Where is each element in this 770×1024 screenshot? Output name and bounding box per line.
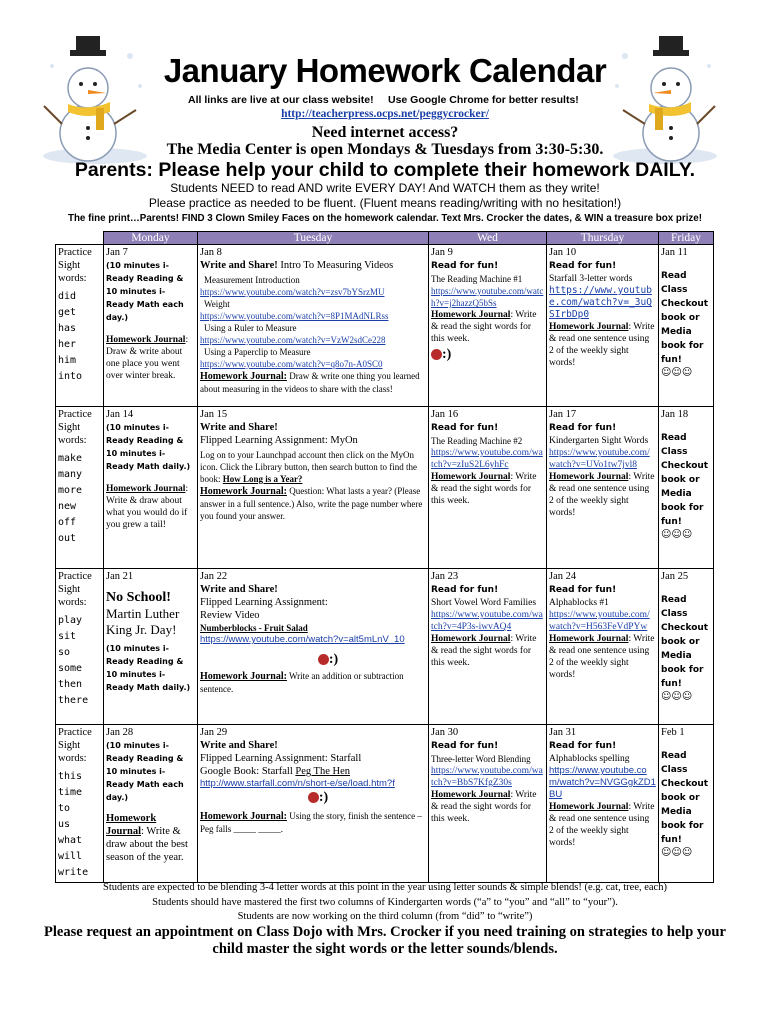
video-link[interactable]: https://www.youtube.com/watch?v=NVGGgkZD1BU [549, 765, 656, 800]
date: Jan 15 [200, 409, 228, 420]
date: Jan 31 [549, 727, 577, 738]
practice-label: Practice Sight words: [58, 571, 92, 608]
sight-word: him [58, 355, 77, 366]
iready-note: (10 minutes i- Ready Reading & 10 minutes i- Ready Math daily.) [106, 423, 191, 471]
read-for-fun: Read for fun! [549, 585, 617, 595]
video-link[interactable]: https://www.youtube.com/watch?v=zIuS2L6yhFc [431, 448, 543, 470]
date: Jan 10 [549, 247, 577, 258]
chrome-note: Use Google Chrome for better results! [388, 94, 579, 106]
flipped-assignment: Flipped Learning Assignment: [200, 597, 328, 608]
sight-word: then [58, 679, 83, 690]
date: Jan 14 [106, 409, 134, 420]
journal-label: Homework Journal [549, 322, 629, 332]
parents-banner: Parents: Please help your child to complete their homework DAILY. [74, 159, 696, 181]
week-row [56, 407, 714, 569]
friday-reading-note: Read Class Checkout book or Media book for fun! [661, 433, 709, 527]
date: Jan 11 [661, 247, 688, 258]
tuesday-cell [198, 725, 429, 883]
sight-word: time [58, 787, 83, 798]
video-title: Three-letter Word Blending [431, 754, 531, 764]
sight-word: play [58, 615, 83, 626]
clown-face-icon [431, 349, 442, 360]
write-share-heading: Write and Share! [200, 740, 278, 751]
links-live-note: All links are live at our class website! [188, 94, 374, 106]
friday-reading-note: Read Class Checkout book or Media book for fun! [661, 751, 709, 845]
video-title: Kindergarten Sight Words [549, 436, 649, 446]
friday-reading-note: Read Class Checkout book or Media book for fun! [661, 595, 709, 689]
video-title: The Reading Machine #2 [431, 436, 523, 446]
sight-word: has [58, 323, 77, 334]
sight-word: what [58, 835, 83, 846]
day-header-friday: Friday [659, 232, 714, 245]
blending-expectation: Students are expected to be blending 3-4 letter words at this point in the year using letter sounds & simple blends! (e.g. cat, tree, each) [103, 882, 667, 893]
journal-label: Homework Journal [106, 335, 186, 345]
thursday-cell [547, 407, 659, 569]
video-title: Starfall 3-letter words [549, 274, 633, 284]
sight-word: more [58, 485, 83, 496]
journal-text: : Write & read one sentence using 2 of the weekly sight words! [549, 472, 655, 518]
date: Jan 29 [200, 727, 228, 738]
date: Jan 16 [431, 409, 459, 420]
sight-word: many [58, 469, 83, 480]
video-link[interactable]: https://www.youtube.com/watch?v=BbS7KfgZ30s [431, 766, 543, 788]
journal-text: : Draw & write about one place you went over winter break. [106, 335, 189, 381]
journal-label: Homework Journal: [200, 811, 287, 822]
sight-word: us [58, 819, 71, 830]
media-center-hours: The Media Center is open Mondays & Tuesdays from 3:30-5:30. [166, 141, 604, 158]
week-row [56, 245, 714, 407]
journal-label: Homework Journal [106, 484, 186, 494]
video-link[interactable]: https://www.youtube.com/watch?v=H563FeVdPYw [549, 610, 650, 632]
day-header-thursday: Thursday [547, 232, 659, 245]
date: Jan 18 [661, 409, 689, 420]
sight-word: into [58, 371, 83, 382]
journal-label: Homework Journal [431, 790, 511, 800]
video-link[interactable]: https://www.youtube.com/watch?v=zsv7bYSrzMU [200, 287, 385, 297]
thursday-cell [547, 725, 659, 883]
video-label: Using a Ruler to Measure [204, 323, 297, 333]
journal-text: : Write & read the sight words for this week. [431, 472, 537, 506]
sight-word: off [58, 517, 77, 528]
monday-cell [104, 407, 198, 569]
sight-word: her [58, 339, 77, 350]
video-link[interactable]: https://www.youtube.com/watch?v=q8o7n-A0SC0 [200, 359, 383, 369]
journal-text: : Write & read one sentence using 2 of the weekly sight words! [549, 802, 655, 848]
day-header-monday: Monday [104, 232, 198, 245]
sight-word: some [58, 663, 83, 674]
wed-cell [429, 245, 547, 407]
sight-word: there [58, 695, 89, 706]
smiley-faces-icon: ☺☺☺ [661, 367, 693, 378]
date: Jan 23 [431, 571, 459, 582]
sight-word: to [58, 803, 71, 814]
video-link[interactable]: https://www.youtube.com/watch?v=_3uQSIrbDp0 [549, 285, 652, 320]
date: Feb 1 [661, 727, 685, 738]
journal-text: : Write & read one sentence using 2 of the weekly sight words! [549, 322, 655, 368]
journal-label: Homework Journal [549, 472, 629, 482]
journal-label: Homework Journal [549, 802, 629, 812]
video-title: Alphablocks #1 [549, 598, 609, 608]
read-for-fun: Read for fun! [549, 741, 617, 751]
clown-smiley: :) [431, 349, 544, 361]
video-link[interactable]: https://www.youtube.com/watch?v=4P3s-iwvAQ4 [431, 610, 543, 632]
journal-label: Homework Journal [549, 634, 629, 644]
numberblocks-title: Numberblocks - Fruit Salad [200, 623, 308, 633]
homework-calendar-table [55, 231, 714, 883]
date: Jan 17 [549, 409, 577, 420]
journal-label: Homework Journal [431, 310, 511, 320]
iready-note: (10 minutes i- Ready Reading & 10 minutes i- Ready Math each day.) [106, 261, 184, 322]
iready-note: (10 minutes i- Ready Reading & 10 minutes i- Ready Math each day.) [106, 741, 184, 802]
sight-word: will [58, 851, 83, 862]
journal-label: Homework Journal [106, 813, 157, 837]
read-for-fun: Read for fun! [431, 261, 499, 271]
tuesday-cell [198, 569, 429, 725]
day-header-wed: Wed [429, 232, 547, 245]
sight-words-cell [56, 245, 104, 407]
video-link[interactable]: https://www.youtube.com/watch?v=alt5mLnV_10 [200, 634, 405, 645]
thursday-cell [547, 245, 659, 407]
friday-cell [659, 569, 714, 725]
sight-word: get [58, 307, 77, 318]
read-for-fun: Read for fun! [549, 423, 617, 433]
holiday-label: Martin Luther King Jr. Day! [106, 606, 180, 637]
sight-word: so [58, 647, 71, 658]
write-share-heading: Write and Share! [200, 584, 278, 595]
practice-label: Practice Sight words: [58, 409, 92, 446]
practice-label: Practice Sight words: [58, 727, 92, 764]
page-title: January Homework Calendar [163, 52, 607, 89]
monday-cell [104, 245, 198, 407]
journal-text: Draw & write one thing you learned about measuring in the videos to share with the class! [200, 371, 420, 394]
video-link[interactable]: https://www.youtube.com/watch?v=j2hazzQ5bSs [431, 286, 544, 308]
sight-word: this [58, 771, 83, 782]
journal-text: Using the story, finish the sentence – Peg falls _____ _____. [200, 811, 422, 834]
smiley-faces-icon: ☺☺☺ [661, 691, 693, 702]
tuesday-cell [198, 407, 429, 569]
video-label: Measurement Introduction [204, 275, 300, 285]
sight-word: did [58, 291, 77, 302]
journal-text: : Write & draw about what you would do if you grew a tail! [106, 484, 189, 530]
read-for-fun: Read for fun! [549, 261, 617, 271]
date: Jan 28 [106, 727, 134, 738]
clown-smiley: :) [210, 792, 426, 804]
date: Jan 22 [200, 571, 228, 582]
sight-word: sit [58, 631, 77, 642]
third-column-note: Students are now working on the third column (from “did” to “write”) [237, 911, 533, 922]
sight-word: new [58, 501, 77, 512]
clown-smiley: :) [230, 654, 426, 666]
video-link[interactable]: https://www.youtube.com/watch?v=VzW2sdCe228 [200, 335, 386, 345]
video-title: Short Vowel Word Families [431, 598, 537, 608]
book-title: How Long is a Year? [222, 474, 303, 484]
monday-cell [104, 569, 198, 725]
tuesday-cell [198, 245, 429, 407]
friday-cell [659, 245, 714, 407]
video-title: Alphablocks spelling [549, 754, 630, 764]
journal-text: : Write & read one sentence using 2 of the weekly sight words! [549, 634, 655, 680]
book-title: Peg The Hen [295, 766, 351, 777]
clown-face-icon [308, 792, 319, 803]
flipped-assignment: Flipped Learning Assignment: MyOn [200, 435, 358, 446]
video-link[interactable]: https://www.youtube.com/watch?v=UVo1tw7jvl8 [549, 448, 650, 470]
thursday-cell [547, 569, 659, 725]
wed-cell [429, 407, 547, 569]
journal-label: Homework Journal: [200, 371, 287, 382]
video-title: The Reading Machine #1 [431, 274, 523, 284]
sight-word: make [58, 453, 83, 464]
read-for-fun: Read for fun! [431, 741, 499, 751]
friday-cell [659, 407, 714, 569]
smiley-faces-icon: ☺☺☺ [661, 529, 693, 540]
date: Jan 8 [200, 247, 222, 258]
fluency-note: Please practice as needed to be fluent. (Fluent means reading/writing with no hesitation!) [148, 196, 622, 210]
day-header-row [56, 232, 714, 245]
sight-words-cell [56, 407, 104, 569]
internet-heading: Need internet access? [311, 124, 459, 141]
heading-rest: Intro To Measuring Videos [277, 260, 394, 271]
date: Jan 30 [431, 727, 459, 738]
monday-cell [104, 725, 198, 883]
video-link[interactable]: https://www.youtube.com/watch?v=8P1MAdNLRss [200, 311, 389, 321]
journal-text: Question: What lasts a year? (Please answer in a full sentence.) Also, write the page number where you found your answer. [200, 486, 423, 521]
week-row [56, 569, 714, 725]
wed-cell [429, 569, 547, 725]
sight-word: out [58, 533, 77, 544]
video-label: Using a Paperclip to Measure [204, 347, 311, 357]
friday-cell [659, 725, 714, 883]
date: Jan 24 [549, 571, 577, 582]
journal-label: Homework Journal [431, 634, 511, 644]
journal-label: Homework Journal: [200, 671, 287, 682]
no-school-label: No School! [106, 590, 171, 605]
week-row [56, 725, 714, 883]
mastered-columns-note: Students should have mastered the first two columns of Kindergarten words (“a” to “you” and “all” to “your”). [152, 897, 618, 908]
journal-text: : Write & read the sight words for this week. [431, 790, 537, 824]
write-share-heading: Write and Share! [200, 422, 278, 433]
flipped-assignment: Flipped Learning Assignment: Starfall [200, 753, 362, 764]
sight-word: write [58, 867, 89, 878]
practice-label: Practice Sight words: [58, 247, 92, 284]
journal-text: : Write & read the sight words for this week. [431, 634, 537, 668]
video-link[interactable]: http://www.starfall.com/n/short-e/se/load.htm?f [200, 778, 395, 789]
read-for-fun: Read for fun! [431, 585, 499, 595]
read-for-fun: Read for fun! [431, 423, 499, 433]
date: Jan 9 [431, 247, 453, 258]
class-website-link[interactable]: http://teacherpress.ocps.net/peggycrocker/ [281, 108, 489, 120]
journal-text: : Write & read the sight words for this week. [431, 310, 537, 344]
iready-note: (10 minutes i- Ready Reading & 10 minutes i- Ready Math daily.) [106, 644, 191, 692]
friday-reading-note: Read Class Checkout book or Media book for fun! [661, 271, 709, 365]
fine-print: The fine print…Parents! FIND 3 Clown Smiley Faces on the homework calendar. Text Mrs. Crocker the dates, & WIN a treasure box prize! [67, 213, 703, 224]
google-book-label: Google Book: Starfall [200, 766, 296, 777]
sight-words-cell [56, 569, 104, 725]
date: Jan 7 [106, 247, 128, 258]
day-header-tuesday: Tuesday [198, 232, 429, 245]
sight-words-cell [56, 725, 104, 883]
journal-label: Homework Journal: [200, 486, 287, 497]
wed-cell [429, 725, 547, 883]
date: Jan 25 [661, 571, 689, 582]
myon-instructions: Log on to your Launchpad account then click on the MyOn icon. Click the Library button, then search button to find the book: [200, 450, 417, 484]
students-need-note: Students NEED to read AND write EVERY DAY! And WATCH them as they write! [170, 181, 600, 195]
journal-text: Write an addition or subtraction sentence. [200, 671, 404, 694]
date: Jan 21 [106, 571, 134, 582]
video-label: Weight [204, 299, 230, 309]
class-dojo-request: Please request an appointment on Class Dojo with Mrs. Crocker if you need training on strategies to help your child master the sight words or the letter sounds/blends. [44, 924, 726, 957]
journal-text: : Write & draw about the best season of the year. [106, 826, 188, 863]
write-share-heading: Write and Share! [200, 260, 278, 271]
blank-header [56, 232, 104, 245]
clown-face-icon [318, 654, 329, 665]
journal-label: Homework Journal [431, 472, 511, 482]
review-video-label: Review Video [200, 610, 260, 621]
smiley-faces-icon: ☺☺☺ [661, 847, 693, 858]
